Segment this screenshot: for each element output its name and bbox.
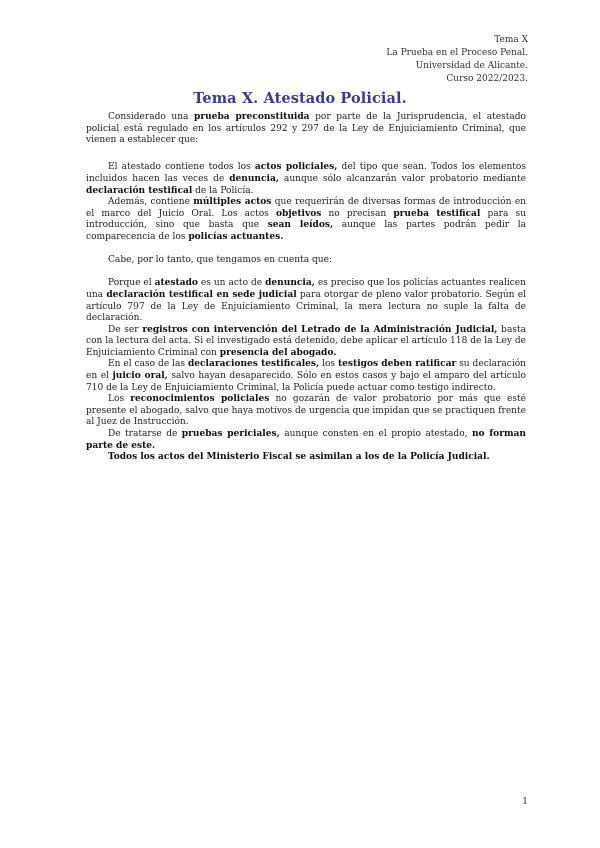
- paragraph-ministerio-fiscal: Todos los actos del Ministerio Fiscal se asimilan a los de la Policía Judicial.: [108, 452, 490, 463]
- page-number: 1: [522, 797, 528, 807]
- document-body: [86, 112, 526, 464]
- header-academic-year: Curso 2022/2023.: [446, 74, 528, 84]
- header-course-name: La Prueba en el Proceso Penal.: [386, 48, 528, 58]
- paragraph-periciales: De tratarse de pruebas periciales, aunque consten en el propio atestado, no forman parte de este.: [86, 429, 526, 451]
- paragraph-reconocimientos: Los reconocimientos policiales no gozarán de valor probatorio por más que esté presente el abogado, salvo que haya motivos de urgencia que impidan que se practiquen frente al Juez de Instrucción.: [86, 394, 526, 428]
- header-topic: Tema X: [494, 35, 528, 45]
- page-header: [386, 34, 528, 86]
- paragraph-atestado-contents: El atestado contiene todos los actos policiales, del tipo que sean. Todos los elementos incluidos hacen las veces de denuncia, aunque sólo alcanzarán valor probatorio mediante declaración testifical de la Policía.: [86, 162, 526, 196]
- paragraph-denuncia: Porque el atestado es un acto de denuncia, es preciso que los policías actuantes realicen una declaración testifical en sede judicial para otorgar de pleno valor probatorio. Según el artículo 797 de la Ley de Enjuiciamiento Criminal, la mera lectura no suple la falta de declaración.: [86, 278, 526, 324]
- header-university: Universidad de Alicante.: [415, 61, 528, 71]
- paragraph-consider: Cabe, por lo tanto, que tengamos en cuenta que:: [108, 255, 333, 266]
- paragraph-registros: De ser registros con intervención del Letrado de la Administración Judicial, basta con la lectura del acta. Si el investigado está detenido, debe aplicar el artículo 118 de la Ley de Enjuiciamiento Criminal con presencia del abogado.: [86, 324, 527, 358]
- intro-paragraph: Considerado una prueba preconstituida por parte de la Jurisprudencia, el atestado policial está regulado en los artículos 292 y 297 de la Ley de Enjuiciamiento Criminal, que vienen a establecer que:: [86, 112, 526, 146]
- paragraph-multiple-acts: Además, contiene múltiples actos que requerirán de diversas formas de introducción en el marco del Juicio Oral. Los actos objetivos no precisan prueba testifical para su introducción, sino que basta que sean leídos, aunque las partes podrán pedir la comparecencia de los policías actuantes.: [86, 197, 527, 242]
- page-title: Tema X. Atestado Policial.: [193, 90, 407, 107]
- paragraph-declaraciones: En el caso de las declaraciones testificales, los testigos deben ratificar su declaración en el juicio oral, salvo hayan desaparecido. Sólo en estos casos y bajo el amparo del artículo 710 de la Ley de Enjuiciamiento Criminal, la Policía puede actuar como testigo indirecto.: [86, 359, 527, 393]
